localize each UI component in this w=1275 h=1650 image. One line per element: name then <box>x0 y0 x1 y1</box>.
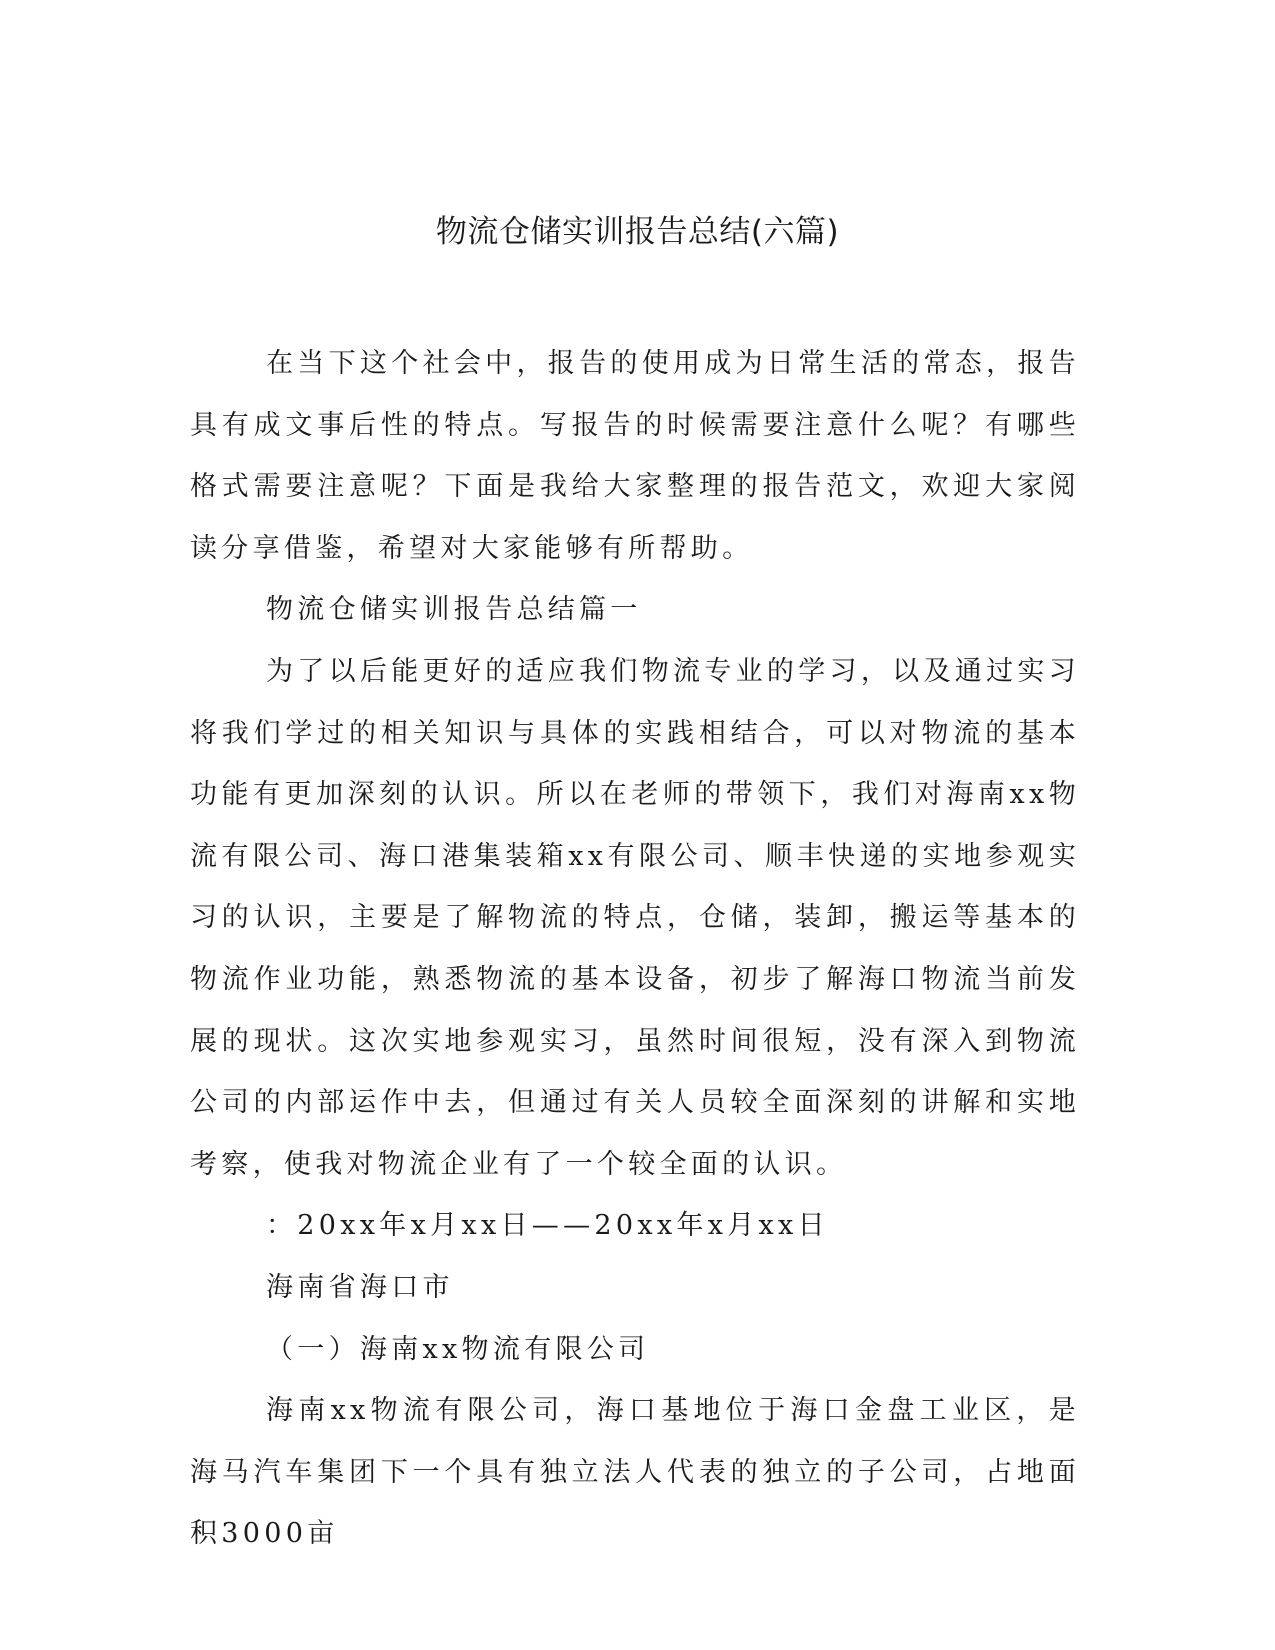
body-paragraph: 为了以后能更好的适应我们物流专业的学习，以及通过实习将我们学过的相关知识与具体的实践相结合，可以对物流的基本功能有更加深刻的认识。所以在老师的带领下，我们对海南xx物流有限公司、海口港集装箱xx有限公司、顺丰快递的实地参观实习的认识，主要是了解物流的特点，仓储，装卸，搬运等基本的物流作业功能，熟悉物流的基本设备，初步了解海口物流当前发展的现状。这次实地参观实习，虽然时间很短，没有深入到物流公司的内部运作中去，但通过有关人员较全面深刻的讲解和实地考察，使我对物流企业有了一个较全面的认识。 <box>190 655 1080 1180</box>
intro-paragraph: 在当下这个社会中，报告的使用成为日常生活的常态，报告具有成文事后性的特点。写报告的时候需要注意什么呢？有哪些格式需要注意呢？下面是我给大家整理的报告范文，欢迎大家阅读分享借鉴，希望对大家能够有所帮助。 <box>190 348 1080 564</box>
document-body <box>190 333 1080 1565</box>
location-line: 海南省海口市 <box>266 1271 454 1303</box>
section-heading: 物流仓储实训报告总结篇一 <box>266 594 642 626</box>
body-paragraph: 海南xx物流有限公司，海口基地位于海口金盘工业区，是海马汽车集团下一个具有独立法人代表的独立的子公司，占地面积3000亩 <box>190 1395 1080 1550</box>
subsection-heading: （一）海南xx物流有限公司 <box>266 1333 650 1365</box>
date-range-line: ：20xx年x月xx日——20xx年x月xx日 <box>266 1210 829 1242</box>
document-title: 物流仓储实训报告总结(六篇) <box>435 214 840 250</box>
